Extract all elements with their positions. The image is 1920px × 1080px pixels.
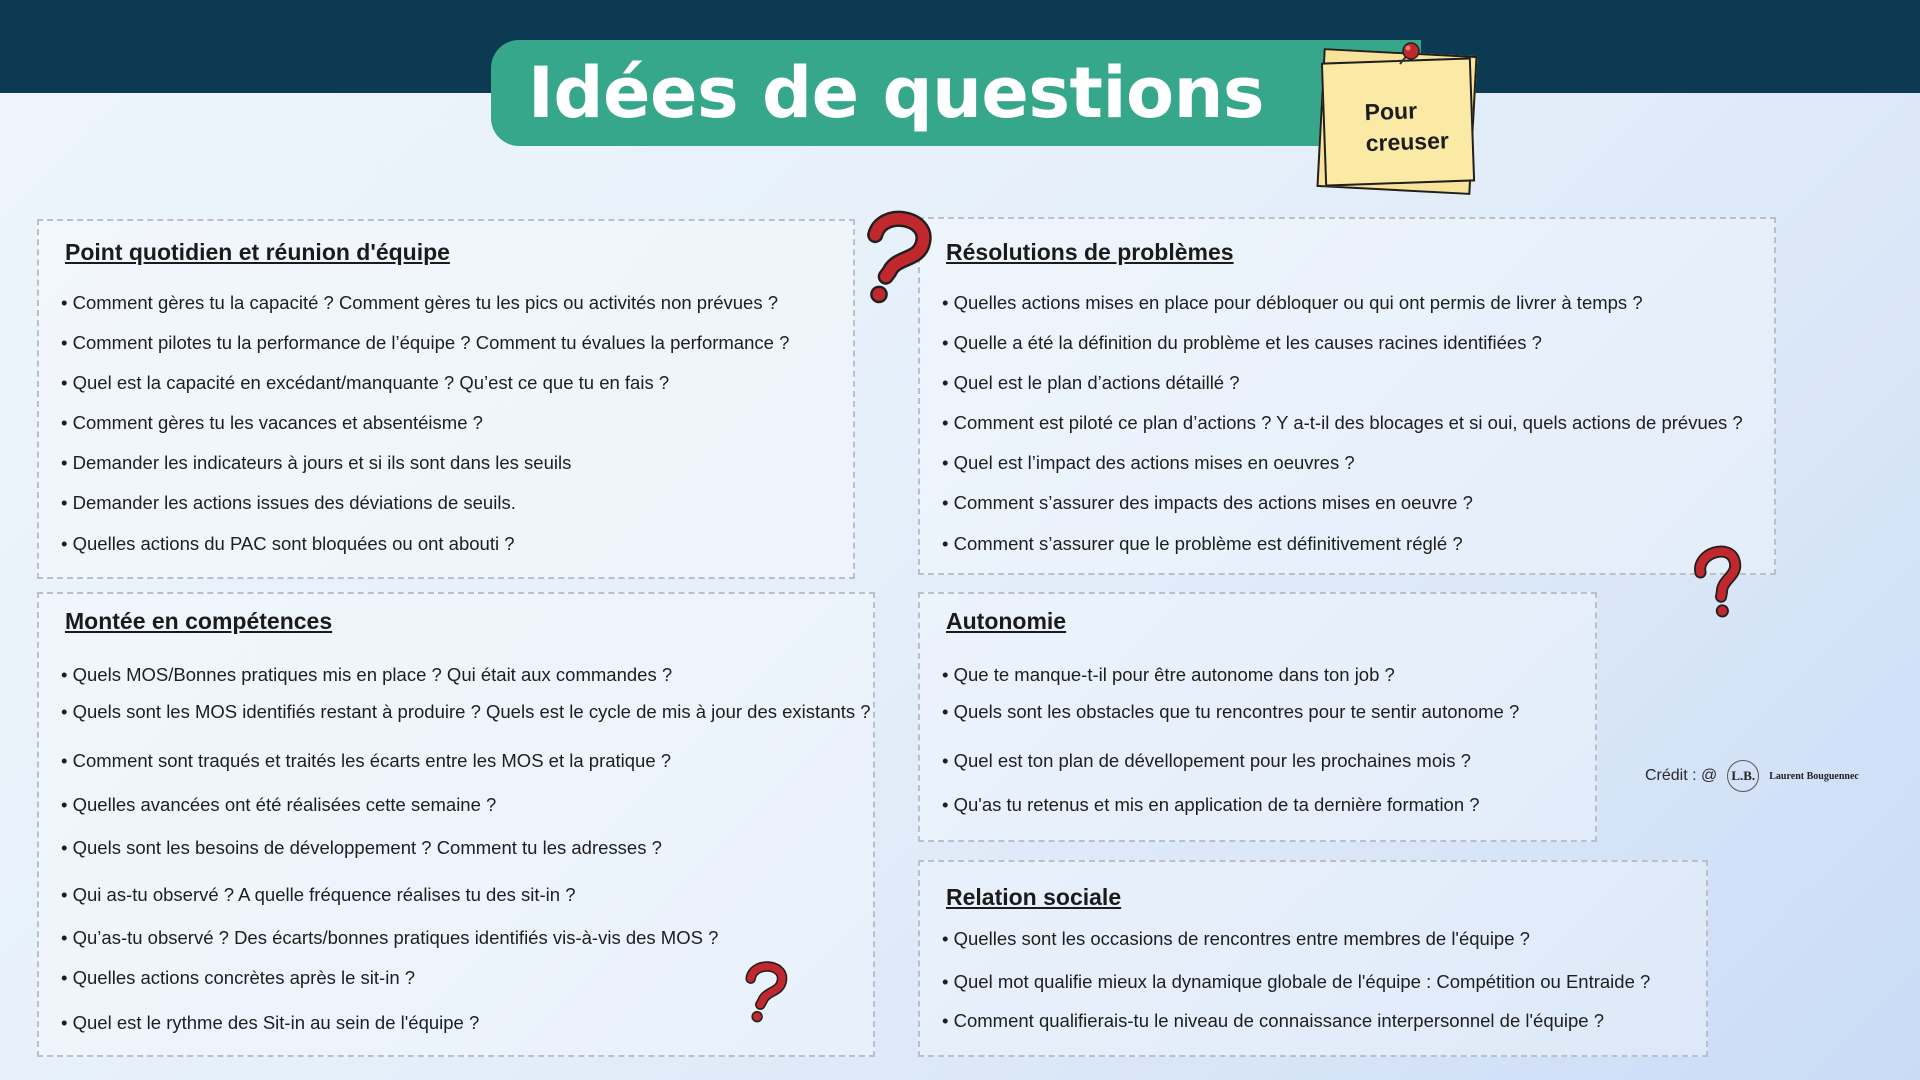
page-title: Idées de questions [527,52,1265,134]
card-title: Autonomie [946,608,1067,634]
list-item: • Demander les indicateurs à jours et si ils sont dans les seuils [61,452,571,474]
list-item: • Comment gères tu la capacité ? Comment gères tu les pics ou activités non prévues ? [61,292,778,314]
question-mark-icon [1685,539,1753,624]
sticky-note [1321,57,1475,186]
list-item: • Quelles actions du PAC sont bloquées ou ont abouti ? [61,533,515,555]
card-point-quotidien [37,219,855,579]
author-logo: L.B. [1727,760,1759,792]
card-title: Point quotidien et réunion d'équipe [65,239,450,265]
list-item: • Que te manque-t-il pour être autonome dans ton job ? [942,664,1395,686]
list-item: • Qu'as tu retenus et mis en application de ta dernière formation ? [942,794,1480,816]
list-item: • Quel est le rythme des Sit-in au sein de l'équipe ? [61,1012,479,1034]
list-item: • Comment qualifierais-tu le niveau de connaissance interpersonnel de l'équipe ? [942,1010,1604,1032]
sticky-line-1: Pour [1364,97,1418,126]
list-item: • Qu’as-tu observé ? Des écarts/bonnes pratiques identifiés vis-à-vis des MOS ? [61,927,718,949]
card-relation-sociale [918,860,1708,1057]
card-title: Relation sociale [946,884,1122,910]
list-item: • Comment pilotes tu la performance de l’équipe ? Comment tu évalues la performance ? [61,332,789,354]
list-item: • Quel mot qualifie mieux la dynamique globale de l'équipe : Compétition ou Entraide ? [942,971,1650,993]
pin-icon [1390,38,1426,74]
sticky-line-2: creuser [1365,127,1450,157]
list-item: • Qui as-tu observé ? A quelle fréquence réalises tu des sit-in ? [61,884,576,906]
title-banner [491,40,1421,146]
list-item: • Quels sont les obstacles que tu rencontres pour te sentir autonome ? [942,701,1519,723]
list-item: • Demander les actions issues des déviations de seuils. [61,492,516,514]
list-item: • Comment s’assurer des impacts des actions mises en oeuvre ? [942,492,1473,514]
list-item: • Quelles avancées ont été réalisées cette semaine ? [61,794,496,816]
list-item: • Quels MOS/Bonnes pratiques mis en place ? Qui était aux commandes ? [61,664,672,686]
list-item: • Comment est piloté ce plan d’actions ? Y a-t-il des blocages et si oui, quels actions de prévues ? [942,412,1743,434]
credit-label: Crédit : @ [1645,767,1718,784]
list-item: • Quel est l’impact des actions mises en oeuvres ? [942,452,1355,474]
list-item: • Comment s’assurer que le problème est définitivement réglé ? [942,533,1463,555]
list-item: • Quels sont les besoins de développement ? Comment tu les adresses ? [61,837,662,859]
card-autonomie [918,592,1597,842]
list-item: • Quel est la capacité en excédant/manquante ? Qu’est ce que tu en fais ? [61,372,669,394]
card-title: Résolutions de problèmes [946,239,1234,265]
list-item: • Quelle a été la définition du problème et les causes racines identifiées ? [942,332,1542,354]
card-title: Montée en compétences [65,608,333,634]
card-resolutions [918,217,1776,575]
list-item: • Quels sont les MOS identifiés restant à produire ? Quels est le cycle de mis à jour des existants ? [61,701,871,723]
list-item: • Quelles sont les occasions de rencontres entre membres de l'équipe ? [942,928,1530,950]
list-item: • Quel est le plan d’actions détaillé ? [942,372,1240,394]
list-item: • Quel est ton plan de dévellopement pour les prochaines mois ? [942,750,1471,772]
credit [1645,760,1859,792]
list-item: • Comment gères tu les vacances et absentéisme ? [61,412,483,434]
list-item: • Quelles actions mises en place pour débloquer ou qui ont permis de livrer à temps ? [942,292,1643,314]
author-name: Laurent Bouguennec [1769,770,1859,782]
list-item: • Quelles actions concrètes après le sit-in ? [61,967,415,989]
list-item: • Comment sont traqués et traités les écarts entre les MOS et la pratique ? [61,750,671,772]
